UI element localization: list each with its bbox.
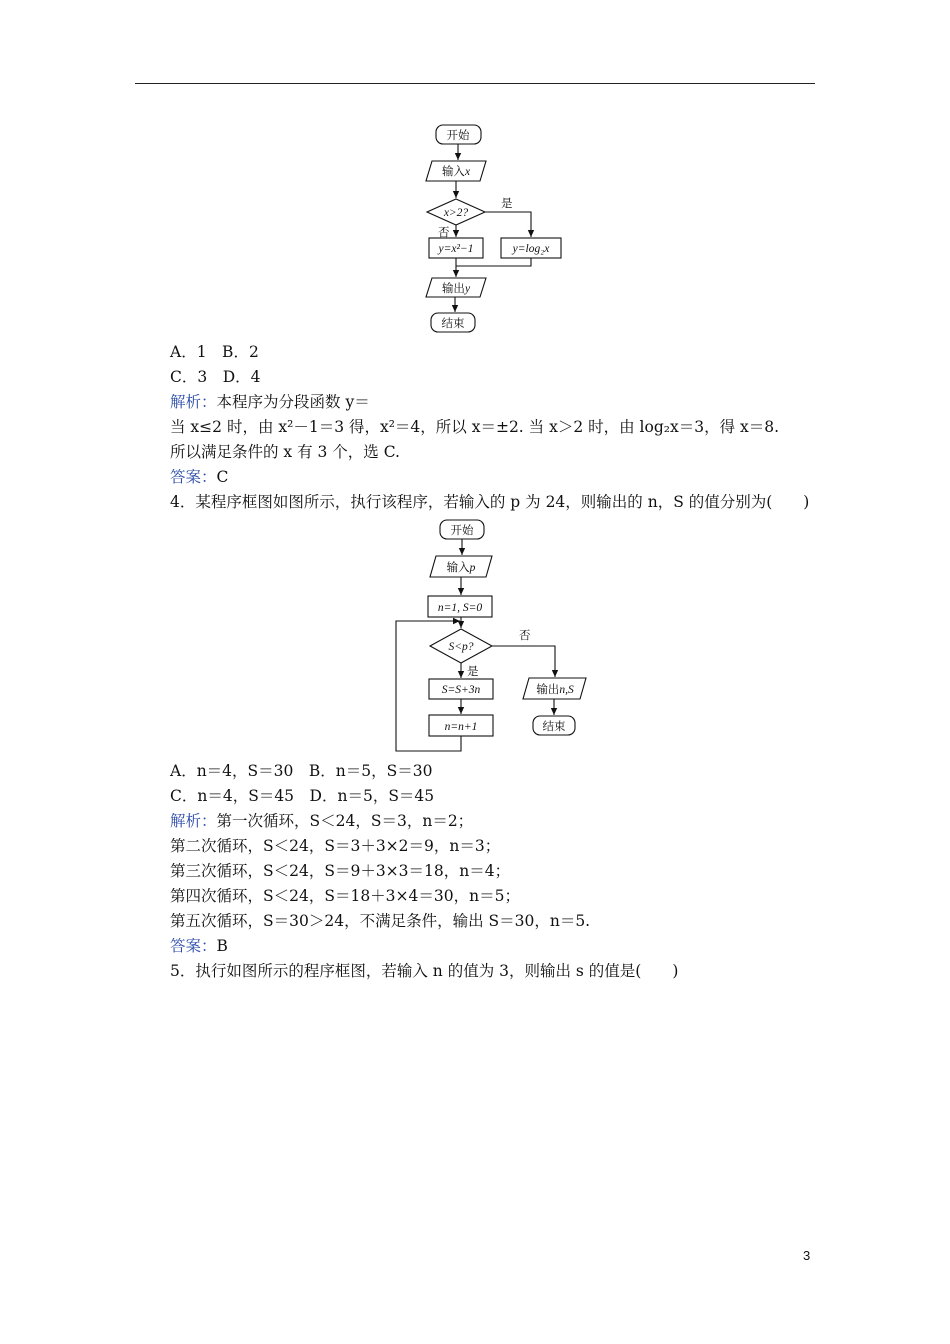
fc2-condition-text: S<p? [448, 641, 474, 653]
q4-analysis-line-5: 第五次循环，S＝30＞24，不满足条件，输出 S＝30，n＝5. [170, 912, 591, 930]
fc1-yes-process-text: y=log₂x [512, 243, 550, 255]
q3-analysis-text-1: 本程序为分段函数 y＝ [216, 393, 370, 411]
fc1-condition-text: x>2? [443, 207, 469, 219]
q4-answer-value: B [216, 937, 228, 955]
q4-analysis-line-4: 第四次循环，S＜24，S＝18＋3×4＝30，n＝5； [170, 887, 520, 905]
fc2-input-var: p [469, 562, 476, 574]
q4-answer-label: 答案： [170, 937, 217, 955]
fc2-output-text [536, 682, 574, 696]
fc1-no-process-text: y=x²−1 [438, 243, 474, 255]
fc1-yes-label: 是 [501, 196, 513, 210]
fc2-yes-label: 是 [467, 664, 479, 678]
fc2-output-vars: n,S [559, 684, 574, 696]
fc2-update-n-text: n=n+1 [444, 721, 478, 733]
q4-analysis-text-1: 第一次循环，S＜24，S＝3，n＝2； [216, 812, 474, 830]
fc1-no-label: 否 [438, 225, 450, 239]
q4-analysis-line-2: 第二次循环，S＜24，S＝3＋3×2＝9，n＝3； [170, 837, 501, 855]
q4-options-line-2: C．n＝4，S＝45 D．n＝5，S＝45 [170, 787, 435, 805]
fc1-output-label: 输出 [441, 281, 465, 295]
fc1-end-text: 结束 [441, 316, 465, 330]
q4-question: 4．某程序框图如图所示，执行该程序，若输入的 p 为 24，则输出的 n，S 的值分别为( ) [170, 493, 810, 511]
fc1-input-var: x [464, 166, 471, 178]
fc2-input-label: 输入 [446, 560, 470, 574]
q3-options-line-2: C．3 D．4 [170, 368, 261, 386]
fc2-start-text: 开始 [450, 523, 474, 537]
fc2-no-label: 否 [519, 628, 531, 642]
q3-analysis-label: 解析： [170, 393, 217, 411]
q4-analysis-label: 解析： [170, 812, 217, 830]
fc2-init-text: n=1, S=0 [437, 602, 483, 614]
q3-options-line-1: A．1 B．2 [170, 343, 259, 361]
q5-question: 5．执行如图所示的程序框图，若输入 n 的值为 3，则输出 s 的值是( ) [170, 962, 679, 980]
q4-analysis-line-3: 第三次循环，S＜24，S＝9＋3×3＝18，n＝4； [170, 862, 511, 880]
fc1-output-var: y [464, 283, 471, 295]
fc2-update-s-text: S=S+3n [441, 684, 481, 696]
fc2-input-text [447, 560, 476, 574]
page-number: 3 [803, 1248, 811, 1263]
q4-answer-line [170, 936, 228, 956]
q3-answer-label: 答案： [170, 468, 217, 486]
fc2-end-text: 结束 [542, 719, 566, 733]
q4-analysis-line-1 [170, 811, 473, 831]
q3-analysis-line-3: 所以满足条件的 x 有 3 个，选 C. [170, 443, 400, 461]
fc1-start-text: 开始 [446, 128, 470, 142]
q4-options-line-1: A．n＝4，S＝30 B．n＝5，S＝30 [170, 762, 433, 780]
fc1-input-label: 输入 [441, 164, 465, 178]
fc2-output-label: 输出 [536, 682, 560, 696]
q3-answer-value: C [216, 468, 229, 486]
q3-analysis-line-2: 当 x≤2 时，由 x²－1＝3 得，x²＝4，所以 x＝±2. 当 x＞2 时，由 log₂x＝3，得 x＝8. [170, 418, 780, 436]
